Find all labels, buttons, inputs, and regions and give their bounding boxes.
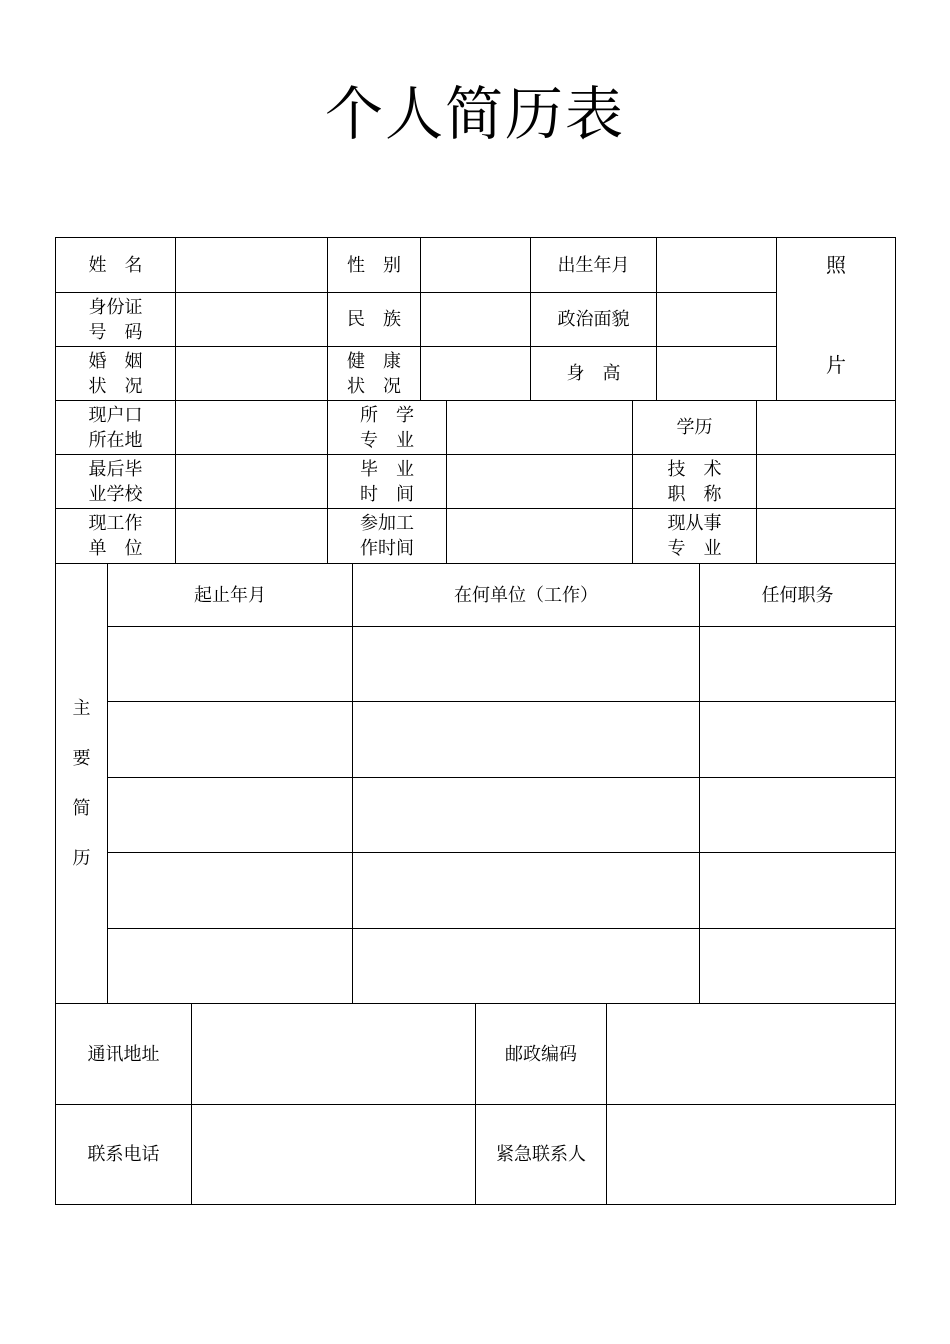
input-phone[interactable] xyxy=(191,1104,475,1204)
history-cell-position[interactable] xyxy=(699,777,895,852)
input-tech-title[interactable] xyxy=(756,454,895,508)
label-political: 政治面貌 xyxy=(530,292,656,346)
input-major[interactable] xyxy=(446,400,632,454)
history-header-employer: 在何单位（工作） xyxy=(352,563,699,626)
photo-label-top: 照 xyxy=(826,253,846,277)
label-name: 姓 名 xyxy=(88,254,143,276)
input-height[interactable] xyxy=(656,346,776,400)
label-school: 最后毕 业学校 xyxy=(56,454,175,508)
history-cell-employer[interactable] xyxy=(352,777,699,852)
label-hukou: 现户口 所在地 xyxy=(56,400,175,454)
input-hukou[interactable] xyxy=(175,400,327,454)
resume-form xyxy=(55,237,896,1205)
label-address: 通讯地址 xyxy=(56,1003,191,1104)
history-cell-period[interactable] xyxy=(107,852,352,928)
history-cell-employer[interactable] xyxy=(352,928,699,1003)
input-address[interactable] xyxy=(191,1003,475,1104)
label-height: 身 高 xyxy=(530,346,656,400)
input-grad-time[interactable] xyxy=(446,454,632,508)
label-tech-title: 技 术 职 称 xyxy=(632,454,756,508)
history-header-period: 起止年月 xyxy=(107,563,352,626)
history-side-char: 要 xyxy=(72,747,91,769)
label-ethnicity: 民 族 xyxy=(327,292,420,346)
photo-box[interactable] xyxy=(776,238,895,400)
input-work-start[interactable] xyxy=(446,508,632,563)
input-education[interactable] xyxy=(756,400,895,454)
history-cell-period[interactable] xyxy=(107,777,352,852)
history-side-char: 历 xyxy=(72,847,91,869)
photo-label-bottom: 片 xyxy=(826,353,846,377)
history-header-position: 任何职务 xyxy=(699,563,895,626)
label-education: 学历 xyxy=(632,400,756,454)
history-cell-position[interactable] xyxy=(699,852,895,928)
label-major: 所 学 专 业 xyxy=(327,400,446,454)
history-cell-period[interactable] xyxy=(107,626,352,701)
input-ethnicity[interactable] xyxy=(420,292,530,346)
history-cell-position[interactable] xyxy=(699,701,895,777)
input-birth[interactable] xyxy=(656,238,776,292)
label-grad-time: 毕 业 时 间 xyxy=(327,454,446,508)
label-postcode: 邮政编码 xyxy=(475,1003,606,1104)
label-id-number: 身份证 号 码 xyxy=(56,292,175,346)
page-title: 个人简历表 xyxy=(324,80,625,148)
history-cell-period[interactable] xyxy=(107,928,352,1003)
input-emergency[interactable] xyxy=(606,1104,895,1204)
history-cell-employer[interactable] xyxy=(352,852,699,928)
history-cell-position[interactable] xyxy=(699,626,895,701)
label-birth: 出生年月 xyxy=(530,238,656,292)
label-gender: 性 别 xyxy=(327,238,420,292)
history-cell-employer[interactable] xyxy=(352,701,699,777)
input-id-number[interactable] xyxy=(175,292,327,346)
input-political[interactable] xyxy=(656,292,776,346)
input-employer[interactable] xyxy=(175,508,327,563)
label-profession: 现从事 专 业 xyxy=(632,508,756,563)
input-name[interactable] xyxy=(175,238,327,292)
label-phone: 联系电话 xyxy=(56,1104,191,1204)
input-health[interactable] xyxy=(420,346,530,400)
label-emergency: 紧急联系人 xyxy=(475,1104,606,1204)
input-gender[interactable] xyxy=(420,238,530,292)
history-side-label xyxy=(56,563,107,1003)
input-profession[interactable] xyxy=(756,508,895,563)
history-cell-period[interactable] xyxy=(107,701,352,777)
input-school[interactable] xyxy=(175,454,327,508)
input-postcode[interactable] xyxy=(606,1003,895,1104)
label-marital: 婚 姻 状 况 xyxy=(56,346,175,400)
history-side-char: 简 xyxy=(72,797,91,819)
label-work-start: 参加工 作时间 xyxy=(327,508,446,563)
history-side-char: 主 xyxy=(72,697,91,719)
history-cell-position[interactable] xyxy=(699,928,895,1003)
input-marital[interactable] xyxy=(175,346,327,400)
label-employer: 现工作 单 位 xyxy=(56,508,175,563)
history-cell-employer[interactable] xyxy=(352,626,699,701)
label-health: 健 康 状 况 xyxy=(327,346,420,400)
